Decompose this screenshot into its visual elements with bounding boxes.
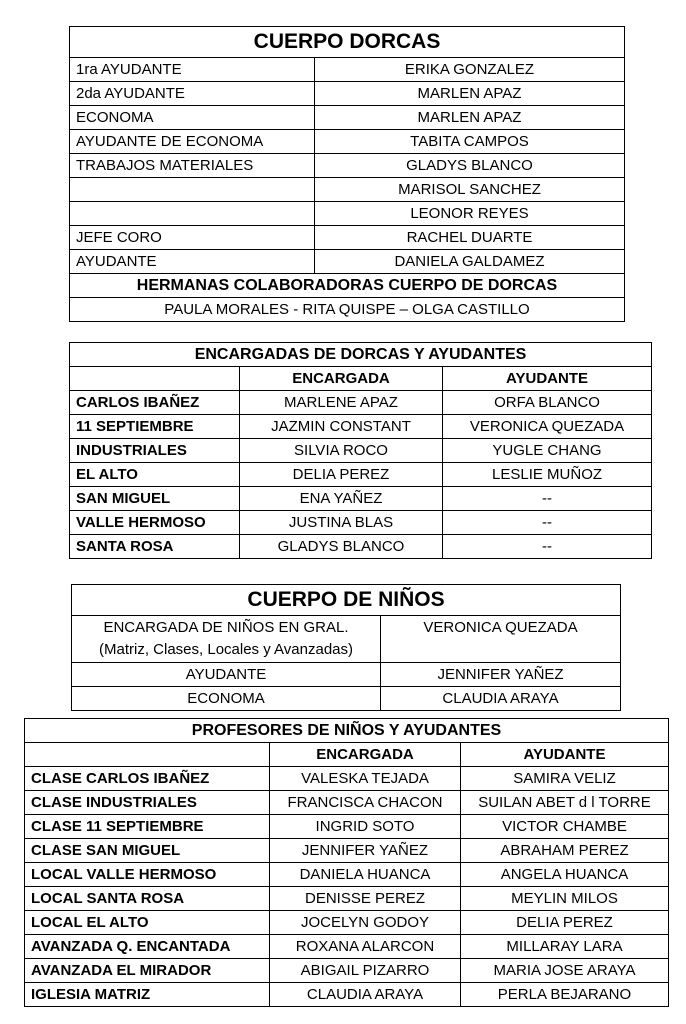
table-header-row (25, 743, 669, 767)
table-row (72, 616, 621, 663)
encargada-cell: ROXANA ALARCON (270, 935, 461, 959)
table-row (25, 911, 669, 935)
ayudante-cell: -- (443, 487, 652, 511)
place-cell: LOCAL VALLE HERMOSO (25, 863, 270, 887)
place-cell: IGLESIA MATRIZ (25, 983, 270, 1007)
name-cell: JENNIFER YAÑEZ (381, 663, 621, 687)
name-cell: MARLEN APAZ (315, 106, 625, 130)
place-cell: AVANZADA EL MIRADOR (25, 959, 270, 983)
role-cell: JEFE CORO (70, 226, 315, 250)
table-row (70, 202, 625, 226)
table-row (70, 250, 625, 274)
ninos-table (71, 584, 621, 711)
ayudante-cell: MILLARAY LARA (461, 935, 669, 959)
ayudante-cell: ABRAHAM PEREZ (461, 839, 669, 863)
ayudante-cell: LESLIE MUÑOZ (443, 463, 652, 487)
table-row (70, 511, 652, 535)
ayudante-cell: VERONICA QUEZADA (443, 415, 652, 439)
role-cell (70, 202, 315, 226)
role-cell: 2da AYUDANTE (70, 82, 315, 106)
dorcas-title: CUERPO DORCAS (70, 27, 625, 58)
encargadas-title: ENCARGADAS DE DORCAS Y AYUDANTES (70, 343, 652, 367)
profesores-table (24, 718, 669, 1007)
encargada-cell: ENA YAÑEZ (240, 487, 443, 511)
ayudante-cell: MEYLIN MILOS (461, 887, 669, 911)
place-cell: LOCAL SANTA ROSA (25, 887, 270, 911)
encargada-cell: SILVIA ROCO (240, 439, 443, 463)
encargada-header: ENCARGADA (270, 743, 461, 767)
role-cell: AYUDANTE (72, 663, 381, 687)
encargada-cell: MARLENE APAZ (240, 391, 443, 415)
general-label-line-2: (Matriz, Clases, Locales y Avanzadas) (99, 641, 353, 658)
place-cell: VALLE HERMOSO (70, 511, 240, 535)
table-row (70, 487, 652, 511)
table-row (25, 863, 669, 887)
general-label-cell (72, 616, 381, 663)
table-row (25, 959, 669, 983)
table-row (70, 130, 625, 154)
ayudante-header: AYUDANTE (461, 743, 669, 767)
table-row (25, 983, 669, 1007)
name-cell: ERIKA GONZALEZ (315, 58, 625, 82)
ayudante-header: AYUDANTE (443, 367, 652, 391)
table-row (70, 439, 652, 463)
name-cell: RACHEL DUARTE (315, 226, 625, 250)
table-row (25, 887, 669, 911)
place-cell: SANTA ROSA (70, 535, 240, 559)
table-row (25, 815, 669, 839)
name-cell: MARLEN APAZ (315, 82, 625, 106)
place-cell: 11 SEPTIEMBRE (70, 415, 240, 439)
role-cell: 1ra AYUDANTE (70, 58, 315, 82)
encargada-cell: JOCELYN GODOY (270, 911, 461, 935)
encargada-cell: DELIA PEREZ (240, 463, 443, 487)
encargadas-table (69, 342, 652, 559)
table-row (70, 154, 625, 178)
table-row (70, 535, 652, 559)
place-cell: SAN MIGUEL (70, 487, 240, 511)
ayudante-cell: ORFA BLANCO (443, 391, 652, 415)
encargada-cell: FRANCISCA CHACON (270, 791, 461, 815)
name-cell: CLAUDIA ARAYA (381, 687, 621, 711)
table-row (25, 767, 669, 791)
role-cell: ECONOMA (72, 687, 381, 711)
role-cell (70, 178, 315, 202)
ayudante-cell: VICTOR CHAMBE (461, 815, 669, 839)
table-row (25, 791, 669, 815)
encargada-cell: DENISSE PEREZ (270, 887, 461, 911)
ninos-title: CUERPO DE NIÑOS (72, 585, 621, 616)
table-row (70, 178, 625, 202)
ayudante-cell: -- (443, 535, 652, 559)
place-cell: LOCAL EL ALTO (25, 911, 270, 935)
ayudante-cell: SUILAN ABET d l TORRE (461, 791, 669, 815)
profesores-title: PROFESORES DE NIÑOS Y AYUDANTES (25, 719, 669, 743)
table-row (70, 82, 625, 106)
collab-title: HERMANAS COLABORADORAS CUERPO DE DORCAS (70, 274, 625, 298)
ayudante-cell: -- (443, 511, 652, 535)
role-cell: TRABAJOS MATERIALES (70, 154, 315, 178)
encargada-cell: DANIELA HUANCA (270, 863, 461, 887)
table-row (70, 226, 625, 250)
place-cell: CLASE CARLOS IBAÑEZ (25, 767, 270, 791)
table-row (70, 106, 625, 130)
encargada-cell: JENNIFER YAÑEZ (270, 839, 461, 863)
table-header-row (70, 367, 652, 391)
dorcas-table (69, 26, 625, 322)
name-cell: TABITA CAMPOS (315, 130, 625, 154)
ayudante-cell: DELIA PEREZ (461, 911, 669, 935)
ayudante-cell: YUGLE CHANG (443, 439, 652, 463)
role-cell: AYUDANTE DE ECONOMA (70, 130, 315, 154)
place-cell: EL ALTO (70, 463, 240, 487)
table-row (70, 463, 652, 487)
empty-header-cell (70, 367, 240, 391)
encargada-header: ENCARGADA (240, 367, 443, 391)
table-row (72, 663, 621, 687)
encargada-cell: JAZMIN CONSTANT (240, 415, 443, 439)
place-cell: CLASE 11 SEPTIEMBRE (25, 815, 270, 839)
empty-header-cell (25, 743, 270, 767)
encargada-cell: GLADYS BLANCO (240, 535, 443, 559)
role-cell: ECONOMA (70, 106, 315, 130)
place-cell: CARLOS IBAÑEZ (70, 391, 240, 415)
place-cell: INDUSTRIALES (70, 439, 240, 463)
encargada-cell: CLAUDIA ARAYA (270, 983, 461, 1007)
name-cell: DANIELA GALDAMEZ (315, 250, 625, 274)
ayudante-cell: PERLA BEJARANO (461, 983, 669, 1007)
place-cell: AVANZADA Q. ENCANTADA (25, 935, 270, 959)
name-cell: LEONOR REYES (315, 202, 625, 226)
encargada-cell: ABIGAIL PIZARRO (270, 959, 461, 983)
name-cell: GLADYS BLANCO (315, 154, 625, 178)
collab-names: PAULA MORALES - RITA QUISPE – OLGA CASTILLO (70, 298, 625, 322)
table-row (70, 391, 652, 415)
general-label-line-1: ENCARGADA DE NIÑOS EN GRAL. (103, 619, 349, 636)
general-name-cell: VERONICA QUEZADA (381, 616, 621, 663)
encargada-cell: JUSTINA BLAS (240, 511, 443, 535)
encargada-cell: VALESKA TEJADA (270, 767, 461, 791)
table-row (70, 58, 625, 82)
table-row (70, 415, 652, 439)
table-row (25, 935, 669, 959)
place-cell: CLASE SAN MIGUEL (25, 839, 270, 863)
ayudante-cell: SAMIRA VELIZ (461, 767, 669, 791)
place-cell: CLASE INDUSTRIALES (25, 791, 270, 815)
ayudante-cell: MARIA JOSE ARAYA (461, 959, 669, 983)
role-cell: AYUDANTE (70, 250, 315, 274)
table-row (25, 839, 669, 863)
ayudante-cell: ANGELA HUANCA (461, 863, 669, 887)
table-row (72, 687, 621, 711)
name-cell: MARISOL SANCHEZ (315, 178, 625, 202)
encargada-cell: INGRID SOTO (270, 815, 461, 839)
